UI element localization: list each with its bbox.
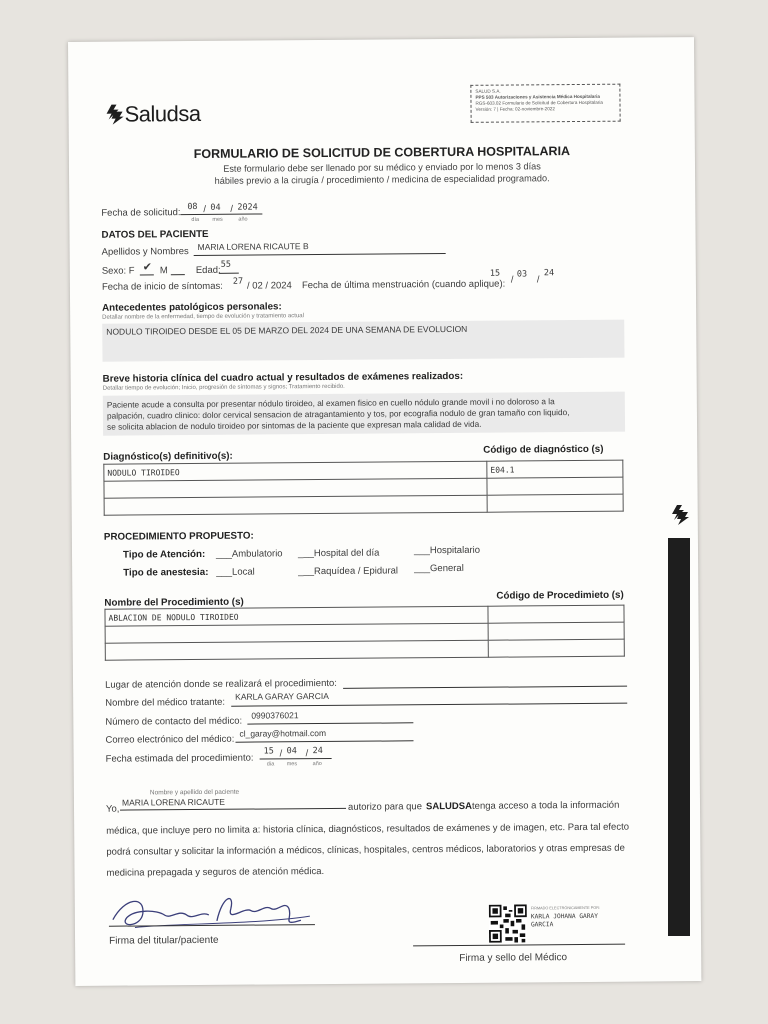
procedure-date-slash-1: / <box>279 748 283 760</box>
procedure-hint-year: año <box>312 761 322 768</box>
procedure-code-label: Código de Procedimieto (s) <box>496 589 624 602</box>
menstruation-label: Fecha de última menstruación (cuando aplique): <box>301 278 506 292</box>
request-date-label: Fecha de solicitud: <box>101 207 181 219</box>
consent-text-1b: tenga acceso a toda la información <box>471 799 620 812</box>
procedure-hint-month: mes <box>286 761 298 768</box>
onset-label: Fecha de inicio de síntomas: <box>101 280 223 293</box>
saludsa-logo-text: Saludsa <box>124 100 201 127</box>
patient-section-title: DATOS DEL PACIENTE <box>101 228 209 241</box>
diagnosis-label: Diagnóstico(s) definitivo(s): <box>103 450 233 463</box>
anesthesia-option-local[interactable]: ___Local <box>216 566 255 578</box>
history-text: NODULO TIROIDEO DESDE EL 05 DE MARZO DEL 2024 DE UNA SEMANA DE EVOLUCION <box>106 323 468 337</box>
phone-value[interactable]: 0990376021 <box>251 710 299 721</box>
side-logo-icon <box>668 504 690 526</box>
request-month[interactable]: 04 <box>210 202 221 213</box>
phone-underline <box>247 722 413 724</box>
consent-text-3: podrá consultar y solicitar la información a médicos, clínicas, hospitales, centros médicos, laboratorios y otras empresas de <box>106 842 625 858</box>
menstruation-year[interactable]: 24 <box>543 268 555 279</box>
procedure-table <box>104 605 624 661</box>
menstruation-slash-2: / <box>536 274 540 286</box>
diagnosis-code-cell[interactable] <box>487 494 623 512</box>
doctor-signature-label: Firma y sello del Médico <box>459 952 568 964</box>
diagnosis-table <box>103 460 623 516</box>
qr-code-icon <box>489 904 527 942</box>
request-hint-month: mes <box>212 216 223 223</box>
document-stamp <box>470 84 620 123</box>
request-year[interactable]: 2024 <box>237 202 258 213</box>
form-subtitle-2: hábiles previo a la cirugía / procedimiento / medicina de especialidad programado. <box>214 173 550 186</box>
request-slash-1: / <box>203 203 207 215</box>
esign-name-line-1: KARLA JOHANA GARAY <box>530 912 598 921</box>
esign-name-line-2: GARCIA <box>530 921 554 929</box>
care-type-label: Tipo de Atención: <box>122 548 206 561</box>
clinical-line-3: se solicita ablacion de nodulo tiroideo por sintomas de la paciente que expresan mala calidad de vida. <box>106 418 482 432</box>
esign-caption: FIRMADO ELECTRÓNICAMENTE POR: <box>530 905 601 911</box>
clinical-line-2: palpación, cuadro clinico: dolor cervical sensacion de atragantamiento y tos, por ecografia nodulo de gran tamaño con liquido, <box>106 407 570 421</box>
consent-prefix: Yo, <box>105 803 120 815</box>
age-label: Edad: <box>195 264 221 277</box>
procedure-section-title: PROCEDIMIENTO PROPUESTO: <box>103 530 254 543</box>
consent-brand: SALUDSA <box>425 800 472 813</box>
procedure-date-month[interactable]: 04 <box>286 746 297 757</box>
sex-male-label: M <box>159 265 168 277</box>
patient-name-label: Apellidos y Nombres <box>101 246 189 258</box>
menstruation-slash-1: / <box>510 274 514 286</box>
form-subtitle-1: Este formulario debe ser llenado por su médico y enviado por lo menos 3 días <box>223 161 541 174</box>
stamp-line-3: RGS-603.02 Formulario de Solicitud de Cobertura Hospitalaria <box>475 99 603 106</box>
email-underline <box>236 740 414 742</box>
consent-name-hint: Nombre y apellido del paciente <box>149 788 240 797</box>
side-binding-bar <box>668 538 690 936</box>
place-underline <box>343 686 627 689</box>
sex-male-underline[interactable] <box>171 274 185 275</box>
stamp-line-4: Versión: 7 | Fecha: 02-noviembre-2022 <box>475 106 555 112</box>
patient-signature <box>105 886 315 938</box>
stamp-line-2: PPS 503 Autorizaciones y Asistencia Médica Hospitalaria <box>475 93 600 100</box>
clinical-hint: Detallar tiempo de evolución; Inicio, progresión de síntomas y signos; Tratamiento recibido. <box>102 383 345 392</box>
care-option-hospital-dia[interactable]: ___Hospital del día <box>297 547 380 560</box>
clinical-section-title: Breve historia clínica del cuadro actual y resultados de exámenes realizados: <box>102 370 464 385</box>
diagnosis-code-label: Código de diagnóstico (s) <box>483 443 604 456</box>
history-hint: Detallar nombre de la enfermedad, tiempo de evolución y tratamiento actual <box>102 313 304 321</box>
sex-female-underline <box>140 274 154 275</box>
care-option-ambulatorio[interactable]: ___Ambulatorio <box>215 548 283 560</box>
procedure-name-cell[interactable] <box>105 640 488 660</box>
stamp-line-1: SALUD S.A. <box>475 88 501 94</box>
consent-text-2: médica, que incluye pero no limita a: historia clínica, diagnósticos, resultados de exámenes y de imagen, etc. Para tal efecto <box>106 821 630 837</box>
procedure-date-label: Fecha estimada del procedimiento: <box>105 752 254 765</box>
email-value[interactable]: cl_garay@hotmail.com <box>239 727 327 739</box>
email-label: Correo electrónico del médico: <box>105 733 235 746</box>
saludsa-logo-icon <box>102 104 124 126</box>
consent-name-underline <box>120 808 346 811</box>
request-hint-year: año <box>238 216 248 223</box>
diagnosis-name-cell[interactable] <box>104 495 487 515</box>
age-underline <box>219 273 239 274</box>
saludsa-logo <box>102 101 200 128</box>
sex-female-mark[interactable]: ✔ <box>142 261 153 274</box>
anesthesia-option-general[interactable]: ___General <box>414 562 464 575</box>
diagnosis-code-cell[interactable]: E04.1 <box>487 460 623 478</box>
doctor-label: Nombre del médico tratante: <box>105 696 226 709</box>
anesthesia-option-raquidea[interactable]: ___Raquídea / Epidural <box>298 565 399 578</box>
history-section-title: Antecedentes patológicos personales: <box>102 301 282 314</box>
request-slash-2: / <box>230 203 234 215</box>
diagnosis-name-cell[interactable]: NODULO TIROIDEO <box>104 461 487 481</box>
consent-text-4: medicina prepagada y seguros de atención médica. <box>106 866 325 879</box>
patient-name-underline <box>194 253 446 256</box>
procedure-date-day[interactable]: 15 <box>263 746 274 757</box>
doctor-signature-line <box>413 944 625 947</box>
procedure-hint-day: día <box>266 761 275 768</box>
procedure-date-slash-2: / <box>305 748 309 760</box>
care-option-hospitalario[interactable]: ___Hospitalario <box>413 544 481 557</box>
procedure-code-cell[interactable] <box>488 622 624 640</box>
request-day[interactable]: 08 <box>187 201 198 213</box>
patient-signature-label: Firma del titular/paciente <box>109 934 219 947</box>
request-date-underline <box>180 213 262 215</box>
onset-rest: / 02 / 2024 <box>246 280 292 292</box>
diagnosis-row <box>104 494 623 515</box>
consent-patient-name[interactable]: MARIA LORENA RICAUTE <box>121 796 225 808</box>
consent-text-1a: autorizo para que <box>347 801 423 813</box>
form-sheet <box>68 37 701 986</box>
sex-label: Sexo: F <box>101 265 135 277</box>
procedure-code-cell[interactable] <box>488 639 624 657</box>
form-title: FORMULARIO DE SOLICITUD DE COBERTURA HOSPITALARIA <box>193 144 571 162</box>
procedure-date-year[interactable]: 24 <box>312 746 323 757</box>
procedure-row <box>105 639 624 660</box>
diagnosis-code-cell[interactable] <box>487 477 623 495</box>
anesthesia-type-label: Tipo de anestesia: <box>123 566 209 579</box>
procedure-name-label: Nombre del Procedimiento (s) <box>104 596 244 609</box>
patient-name-value[interactable]: MARIA LORENA RICAUTE B <box>197 241 309 252</box>
age-value[interactable]: 55 <box>220 259 232 270</box>
clinical-line-1: Paciente acude a consulta por presentar nódulo tiroideo, al examen fisico en cuello nódulo grande movil i no doloroso a la <box>106 396 555 410</box>
procedure-name-cell[interactable]: ABLACION DE NODULO TIROIDEO <box>105 606 488 626</box>
procedure-date-underline <box>260 758 332 760</box>
onset-day[interactable]: 27 <box>232 276 244 287</box>
phone-label: Número de contacto del médico: <box>105 715 243 728</box>
doctor-value[interactable]: KARLA GARAY GARCIA <box>235 690 329 702</box>
menstruation-day[interactable]: 15 <box>489 268 501 279</box>
place-label: Lugar de atención donde se realizará el procedimiento: <box>105 677 337 691</box>
menstruation-month[interactable]: 03 <box>516 269 528 280</box>
request-hint-day: día <box>191 216 200 224</box>
procedure-code-cell[interactable] <box>488 605 624 623</box>
doctor-underline <box>231 703 627 707</box>
